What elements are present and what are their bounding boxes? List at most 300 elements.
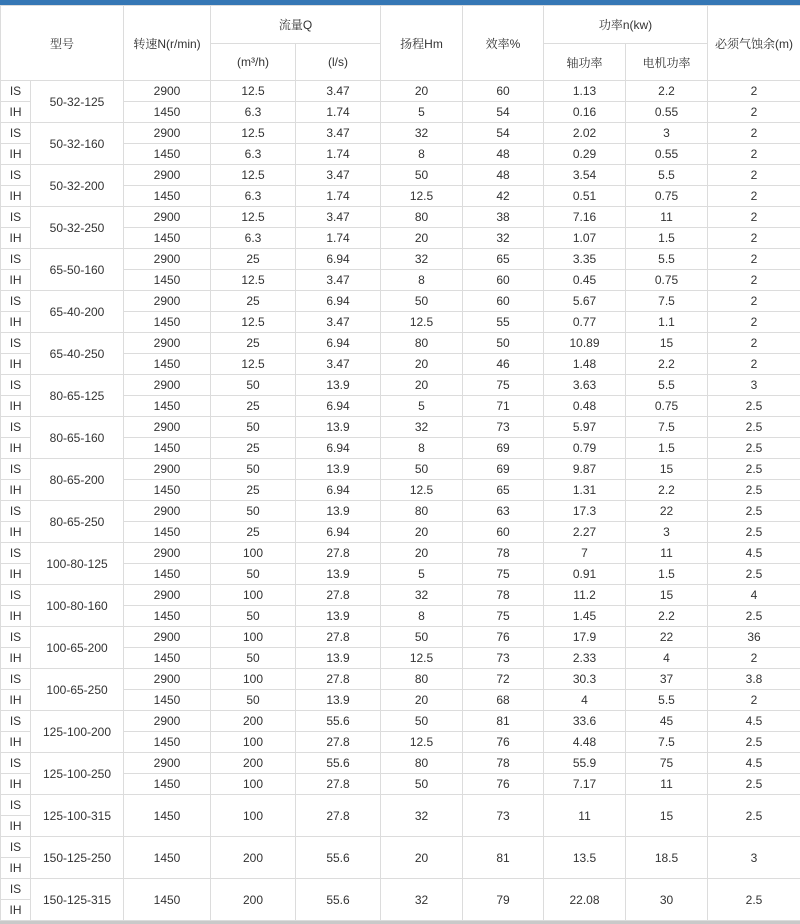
value-cell: 3.47 [296,312,381,333]
model-cell: 125-100-250 [31,753,124,795]
value-cell: 0.45 [544,270,626,291]
value-cell: 4.5 [708,543,800,564]
value-cell: 5.5 [626,249,708,270]
value-cell: 6.94 [296,249,381,270]
value-cell: 10.89 [544,333,626,354]
series-cell: IS [1,123,31,144]
table-row [1,711,800,732]
model-cell: 50-32-125 [31,81,124,123]
table-body [1,81,800,921]
value-cell: 2 [708,270,800,291]
value-cell: 2.5 [708,396,800,417]
value-cell: 0.79 [544,438,626,459]
value-cell: 2900 [124,291,211,312]
value-cell: 33.6 [544,711,626,732]
value-cell: 200 [211,837,296,879]
value-cell: 50 [211,417,296,438]
series-cell: IH [1,438,31,459]
series-cell: IH [1,774,31,795]
value-cell: 75 [463,606,544,627]
value-cell: 1.07 [544,228,626,249]
value-cell: 2 [708,228,800,249]
value-cell: 20 [381,522,463,543]
value-cell: 55 [463,312,544,333]
value-cell: 69 [463,459,544,480]
value-cell: 2.27 [544,522,626,543]
value-cell: 50 [463,333,544,354]
series-cell: IS [1,543,31,564]
value-cell: 30.3 [544,669,626,690]
value-cell: 3.47 [296,207,381,228]
value-cell: 2 [708,333,800,354]
value-cell: 2.33 [544,648,626,669]
series-cell: IH [1,312,31,333]
series-cell: IH [1,858,31,879]
value-cell: 75 [463,375,544,396]
value-cell: 3.47 [296,354,381,375]
series-cell: IS [1,585,31,606]
value-cell: 0.16 [544,102,626,123]
value-cell: 1450 [124,396,211,417]
value-cell: 76 [463,774,544,795]
value-cell: 32 [381,417,463,438]
value-cell: 2.02 [544,123,626,144]
value-cell: 27.8 [296,795,381,837]
value-cell: 25 [211,249,296,270]
value-cell: 12.5 [381,648,463,669]
model-cell: 80-65-200 [31,459,124,501]
value-cell: 12.5 [211,123,296,144]
table-row [1,123,800,144]
value-cell: 1450 [124,774,211,795]
value-cell: 0.75 [626,186,708,207]
header-row-top [1,6,800,44]
value-cell: 50 [211,606,296,627]
value-cell: 75 [463,564,544,585]
value-cell: 2 [708,312,800,333]
value-cell: 65 [463,249,544,270]
value-cell: 25 [211,291,296,312]
value-cell: 3 [626,522,708,543]
value-cell: 12.5 [211,165,296,186]
value-cell: 11 [626,543,708,564]
value-cell: 79 [463,879,544,921]
value-cell: 0.48 [544,396,626,417]
value-cell: 3.47 [296,165,381,186]
header-head: 扬程Hm [381,6,463,81]
value-cell: 2 [708,291,800,312]
table-row [1,753,800,774]
value-cell: 1450 [124,690,211,711]
value-cell: 55.6 [296,711,381,732]
value-cell: 6.94 [296,396,381,417]
value-cell: 32 [381,585,463,606]
value-cell: 100 [211,732,296,753]
series-cell: IH [1,270,31,291]
header-speed: 转速N(r/min) [124,6,211,81]
value-cell: 1.5 [626,438,708,459]
header-power: 功率n(kw) [544,6,708,44]
value-cell: 50 [381,291,463,312]
value-cell: 12.5 [381,186,463,207]
value-cell: 0.77 [544,312,626,333]
value-cell: 73 [463,417,544,438]
value-cell: 100 [211,585,296,606]
value-cell: 27.8 [296,774,381,795]
value-cell: 6.3 [211,228,296,249]
series-cell: IS [1,795,31,816]
table-header [1,6,800,81]
value-cell: 80 [381,669,463,690]
model-cell: 65-50-160 [31,249,124,291]
value-cell: 2900 [124,417,211,438]
header-flow-ls: (l/s) [296,44,381,81]
value-cell: 12.5 [211,312,296,333]
value-cell: 1450 [124,879,211,921]
value-cell: 2 [708,354,800,375]
value-cell: 5.5 [626,375,708,396]
header-flow-m3h: (m³/h) [211,44,296,81]
value-cell: 1.13 [544,81,626,102]
value-cell: 2.2 [626,480,708,501]
value-cell: 60 [463,291,544,312]
series-cell: IS [1,207,31,228]
value-cell: 27.8 [296,669,381,690]
series-cell: IS [1,249,31,270]
value-cell: 3.8 [708,669,800,690]
value-cell: 60 [463,270,544,291]
value-cell: 81 [463,837,544,879]
model-cell: 150-125-315 [31,879,124,921]
model-cell: 100-80-125 [31,543,124,585]
table-row [1,795,800,816]
value-cell: 48 [463,144,544,165]
value-cell: 7.17 [544,774,626,795]
value-cell: 50 [211,459,296,480]
value-cell: 60 [463,522,544,543]
value-cell: 100 [211,543,296,564]
table-row [1,207,800,228]
value-cell: 3.63 [544,375,626,396]
value-cell: 37 [626,669,708,690]
table-row [1,585,800,606]
value-cell: 200 [211,753,296,774]
value-cell: 2 [708,123,800,144]
value-cell: 1.1 [626,312,708,333]
series-cell: IS [1,81,31,102]
series-cell: IH [1,396,31,417]
value-cell: 6.3 [211,144,296,165]
value-cell: 27.8 [296,543,381,564]
value-cell: 50 [381,459,463,480]
value-cell: 7.5 [626,732,708,753]
value-cell: 81 [463,711,544,732]
value-cell: 1450 [124,837,211,879]
value-cell: 6.94 [296,438,381,459]
value-cell: 15 [626,333,708,354]
model-cell: 150-125-250 [31,837,124,879]
value-cell: 6.94 [296,480,381,501]
value-cell: 2.5 [708,774,800,795]
value-cell: 100 [211,627,296,648]
value-cell: 2.5 [708,606,800,627]
value-cell: 7.16 [544,207,626,228]
value-cell: 25 [211,438,296,459]
value-cell: 55.6 [296,879,381,921]
series-cell: IH [1,732,31,753]
value-cell: 2 [708,186,800,207]
table-row [1,417,800,438]
value-cell: 1450 [124,606,211,627]
value-cell: 32 [381,123,463,144]
value-cell: 78 [463,753,544,774]
value-cell: 71 [463,396,544,417]
model-cell: 100-80-160 [31,585,124,627]
value-cell: 7.5 [626,417,708,438]
value-cell: 0.51 [544,186,626,207]
value-cell: 4 [708,585,800,606]
value-cell: 2 [708,165,800,186]
value-cell: 2900 [124,375,211,396]
value-cell: 2 [708,648,800,669]
value-cell: 8 [381,144,463,165]
value-cell: 20 [381,837,463,879]
series-cell: IS [1,375,31,396]
value-cell: 13.9 [296,501,381,522]
table-row [1,627,800,648]
value-cell: 54 [463,102,544,123]
value-cell: 11.2 [544,585,626,606]
value-cell: 50 [381,165,463,186]
value-cell: 69 [463,438,544,459]
value-cell: 12.5 [211,207,296,228]
value-cell: 38 [463,207,544,228]
value-cell: 32 [463,228,544,249]
value-cell: 13.5 [544,837,626,879]
value-cell: 2900 [124,753,211,774]
value-cell: 1.48 [544,354,626,375]
value-cell: 1.5 [626,564,708,585]
value-cell: 1450 [124,228,211,249]
value-cell: 80 [381,333,463,354]
value-cell: 50 [211,375,296,396]
value-cell: 13.9 [296,606,381,627]
series-cell: IH [1,816,31,837]
value-cell: 4.5 [708,711,800,732]
value-cell: 76 [463,732,544,753]
value-cell: 0.55 [626,102,708,123]
value-cell: 13.9 [296,564,381,585]
series-cell: IS [1,291,31,312]
value-cell: 2 [708,249,800,270]
series-cell: IH [1,354,31,375]
value-cell: 2900 [124,333,211,354]
value-cell: 25 [211,333,296,354]
series-cell: IS [1,627,31,648]
pump-spec-table [0,5,800,921]
value-cell: 22.08 [544,879,626,921]
model-cell: 125-100-315 [31,795,124,837]
value-cell: 1450 [124,480,211,501]
value-cell: 48 [463,165,544,186]
value-cell: 1450 [124,564,211,585]
series-cell: IS [1,879,31,900]
value-cell: 50 [381,711,463,732]
value-cell: 7.5 [626,291,708,312]
value-cell: 6.94 [296,291,381,312]
value-cell: 13.9 [296,459,381,480]
value-cell: 22 [626,627,708,648]
value-cell: 4.48 [544,732,626,753]
value-cell: 32 [381,879,463,921]
table-row [1,669,800,690]
value-cell: 1450 [124,522,211,543]
table-row [1,459,800,480]
value-cell: 20 [381,228,463,249]
model-cell: 80-65-160 [31,417,124,459]
value-cell: 50 [381,774,463,795]
value-cell: 2900 [124,669,211,690]
value-cell: 20 [381,543,463,564]
value-cell: 60 [463,81,544,102]
value-cell: 2900 [124,81,211,102]
value-cell: 2.5 [708,522,800,543]
value-cell: 2.2 [626,354,708,375]
header-shaft-power: 轴功率 [544,44,626,81]
value-cell: 11 [626,774,708,795]
value-cell: 4.5 [708,753,800,774]
header-motor-power: 电机功率 [626,44,708,81]
value-cell: 1.74 [296,144,381,165]
value-cell: 8 [381,438,463,459]
value-cell: 2.5 [708,438,800,459]
value-cell: 80 [381,753,463,774]
value-cell: 42 [463,186,544,207]
value-cell: 9.87 [544,459,626,480]
value-cell: 25 [211,396,296,417]
header-flow: 流量Q [211,6,381,44]
table-row [1,81,800,102]
value-cell: 5.67 [544,291,626,312]
value-cell: 1450 [124,270,211,291]
series-cell: IH [1,144,31,165]
header-npsh: 必须气蚀余(m) [708,6,800,81]
value-cell: 27.8 [296,585,381,606]
series-cell: IH [1,690,31,711]
value-cell: 80 [381,207,463,228]
value-cell: 55.6 [296,753,381,774]
value-cell: 80 [381,501,463,522]
header-efficiency: 效率% [463,6,544,81]
value-cell: 18.5 [626,837,708,879]
series-cell: IH [1,900,31,921]
value-cell: 11 [544,795,626,837]
model-cell: 100-65-250 [31,669,124,711]
value-cell: 50 [211,648,296,669]
value-cell: 0.75 [626,396,708,417]
value-cell: 32 [381,795,463,837]
value-cell: 2.2 [626,81,708,102]
value-cell: 2 [708,144,800,165]
value-cell: 3.54 [544,165,626,186]
value-cell: 25 [211,522,296,543]
series-cell: IH [1,522,31,543]
value-cell: 78 [463,585,544,606]
value-cell: 2.5 [708,732,800,753]
value-cell: 2900 [124,459,211,480]
value-cell: 54 [463,123,544,144]
value-cell: 1450 [124,648,211,669]
value-cell: 20 [381,81,463,102]
value-cell: 46 [463,354,544,375]
value-cell: 50 [381,627,463,648]
value-cell: 12.5 [381,732,463,753]
value-cell: 4 [544,690,626,711]
value-cell: 68 [463,690,544,711]
value-cell: 27.8 [296,627,381,648]
series-cell: IS [1,711,31,732]
series-cell: IS [1,501,31,522]
series-cell: IH [1,186,31,207]
value-cell: 2.2 [626,606,708,627]
value-cell: 13.9 [296,417,381,438]
model-cell: 65-40-200 [31,291,124,333]
value-cell: 15 [626,459,708,480]
value-cell: 1450 [124,732,211,753]
value-cell: 55.9 [544,753,626,774]
value-cell: 5.97 [544,417,626,438]
table-row [1,291,800,312]
value-cell: 2 [708,690,800,711]
value-cell: 25 [211,480,296,501]
model-cell: 50-32-250 [31,207,124,249]
value-cell: 2900 [124,165,211,186]
table-row [1,543,800,564]
table-row [1,837,800,858]
value-cell: 2900 [124,123,211,144]
value-cell: 78 [463,543,544,564]
value-cell: 17.3 [544,501,626,522]
table-row [1,879,800,900]
value-cell: 12.5 [381,312,463,333]
value-cell: 72 [463,669,544,690]
value-cell: 1.74 [296,102,381,123]
value-cell: 2.5 [708,480,800,501]
value-cell: 0.55 [626,144,708,165]
value-cell: 2.5 [708,795,800,837]
model-cell: 80-65-125 [31,375,124,417]
series-cell: IS [1,165,31,186]
value-cell: 2.5 [708,417,800,438]
series-cell: IS [1,459,31,480]
value-cell: 27.8 [296,732,381,753]
value-cell: 5 [381,102,463,123]
model-cell: 125-100-200 [31,711,124,753]
value-cell: 2900 [124,501,211,522]
value-cell: 5.5 [626,165,708,186]
value-cell: 30 [626,879,708,921]
value-cell: 2900 [124,543,211,564]
value-cell: 200 [211,879,296,921]
value-cell: 6.3 [211,186,296,207]
value-cell: 6.94 [296,522,381,543]
series-cell: IS [1,837,31,858]
series-cell: IH [1,102,31,123]
value-cell: 12.5 [211,270,296,291]
series-cell: IH [1,648,31,669]
value-cell: 13.9 [296,690,381,711]
value-cell: 100 [211,774,296,795]
